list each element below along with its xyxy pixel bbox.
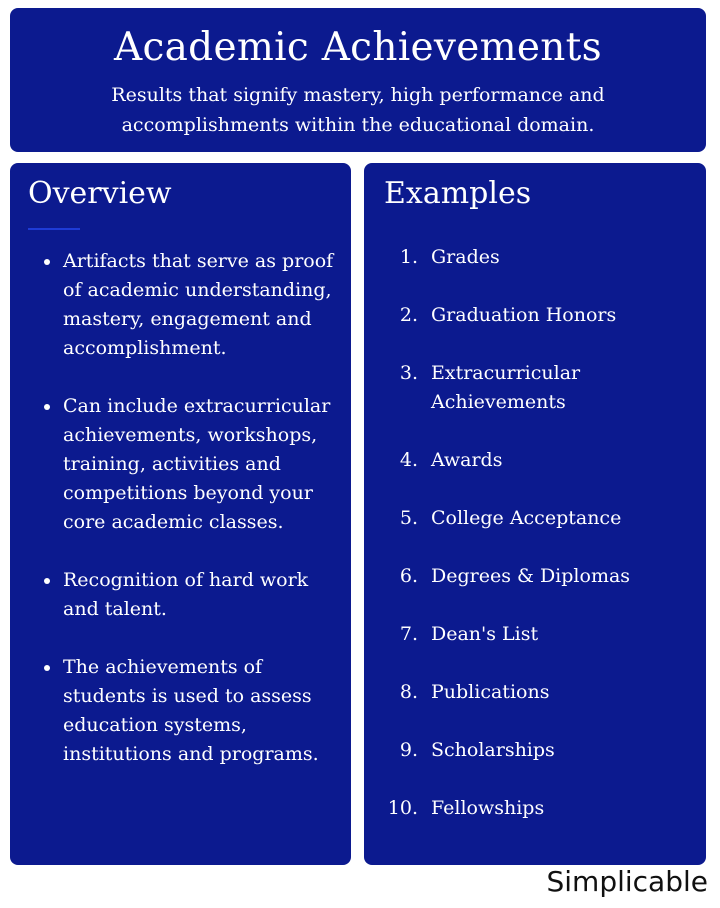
example-label: Extracurricular Achievements [431,362,581,413]
example-item [378,243,698,272]
page-title: Academic Achievements [114,25,602,70]
example-item [378,794,698,823]
overview-item: The achievements of students is used to assess education systems, institutions and programs. [44,653,344,769]
overview-panel [10,163,351,865]
example-number: 8. [399,681,418,703]
overview-item: Recognition of hard work and talent. [44,566,344,624]
example-number: 6. [399,565,418,587]
example-number: 1. [399,246,418,268]
overview-list [44,247,344,798]
page-subtitle [10,80,706,140]
example-item [378,359,698,417]
example-label: Graduation Honors [431,304,617,326]
subtitle-line-1: Results that signify mastery, high performance and [111,84,605,106]
heading-underline [28,228,80,230]
overview-item: Can include extracurricular achievements, workshops, training, activities and competitions beyond your core academic classes. [44,392,344,537]
header-banner [10,8,706,152]
overview-item: Artifacts that serve as proof of academic understanding, mastery, engagement and accomplishment. [44,247,344,363]
example-item [378,562,698,591]
example-label: Fellowships [431,797,545,819]
overview-heading: Overview [28,176,172,211]
example-item [378,301,698,330]
examples-heading: Examples [384,176,532,211]
example-label: Degrees & Diplomas [431,565,631,587]
example-item [378,736,698,765]
examples-panel [364,163,706,865]
example-number: 9. [399,739,418,761]
example-label: Awards [431,449,503,471]
example-item [378,678,698,707]
example-label: College Acceptance [431,507,622,529]
example-label: Publications [431,681,550,703]
example-item [378,446,698,475]
example-number: 5. [399,507,418,529]
example-label: Scholarships [431,739,555,761]
brand-logo: Simplicable [546,865,708,898]
example-item [378,504,698,533]
example-number: 2. [399,304,418,326]
example-label: Grades [431,246,500,268]
example-item [378,620,698,649]
subtitle-line-2: accomplishments within the educational domain. [121,114,595,136]
example-label: Dean's List [431,623,539,645]
examples-list [378,243,698,852]
example-number: 3. [399,362,418,384]
example-number: 10. [387,797,418,819]
example-number: 4. [399,449,418,471]
example-number: 7. [399,623,418,645]
